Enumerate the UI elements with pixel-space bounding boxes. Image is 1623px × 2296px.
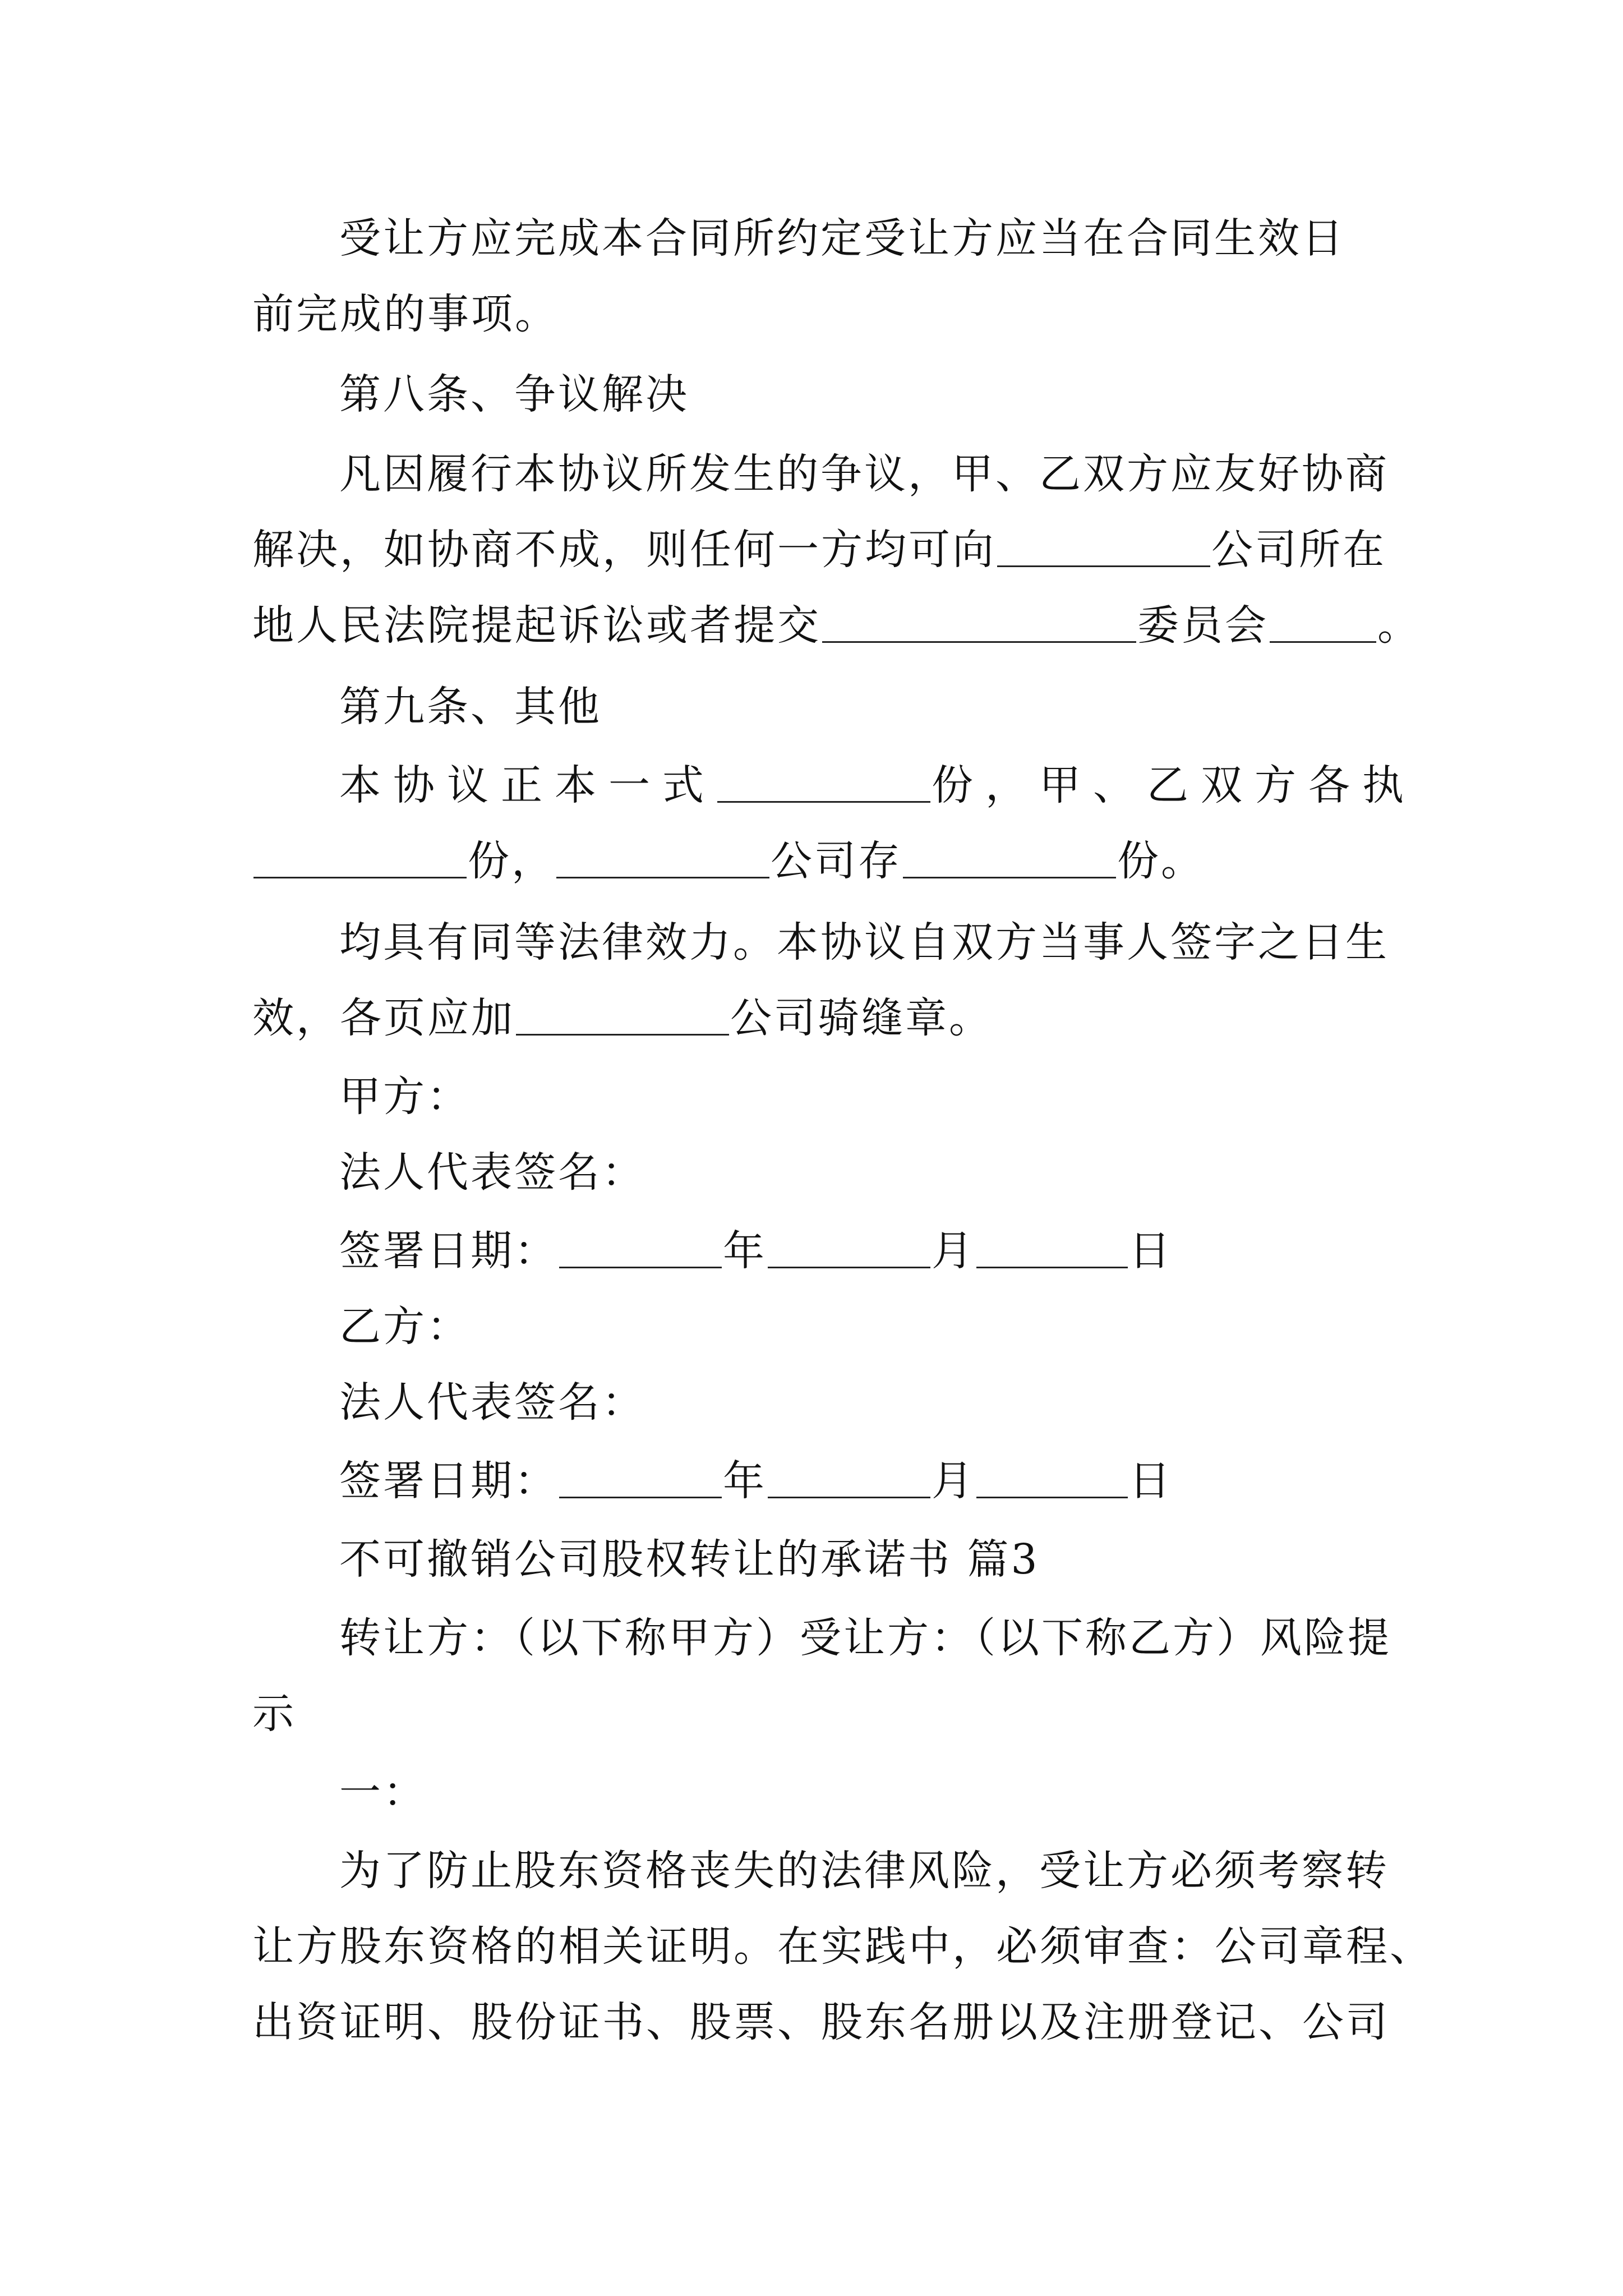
section-title: 不可撤销公司股权转让的承诺书 篇3 [339, 1535, 1040, 1584]
paragraph-line [252, 595, 1421, 656]
text-run: 签署日期： [339, 1227, 558, 1275]
fill-blank [516, 998, 729, 1036]
fill-blank [253, 841, 467, 878]
text-run: 月 [932, 1457, 975, 1505]
text-run: 月 [932, 1227, 975, 1275]
text-run: 公司存 [771, 837, 902, 885]
text-run: 份， [468, 837, 555, 885]
party-b-label: 乙方： [339, 1303, 471, 1351]
fill-blank [997, 530, 1210, 567]
text-run: 本协议正本一式 [339, 761, 716, 809]
fill-blank [717, 765, 930, 803]
paragraph-line [252, 519, 1385, 581]
paragraph-line: 转让方：（以下称甲方）受让方：（以下称乙方）风险提 [339, 1614, 1391, 1662]
sign-date-line [339, 1450, 1385, 1512]
text-run: 份，甲、乙双方各执 [932, 761, 1416, 809]
section-heading-9: 第九条、其他 [339, 683, 602, 731]
fill-blank [976, 1231, 1128, 1268]
text-run: 日 [1129, 1227, 1173, 1275]
text-run: 效，各页应加 [252, 994, 515, 1042]
fill-blank [559, 1231, 722, 1268]
paragraph-line: 让方股东资格的相关证明。在实践中，必须审查：公司章程、 [252, 1922, 1433, 1971]
paragraph-line [339, 754, 1416, 816]
text-run: 签署日期： [339, 1457, 558, 1505]
sign-date-line [339, 1220, 1385, 1282]
fill-blank [1270, 605, 1376, 643]
section-heading-8: 第八条、争议解决 [339, 370, 689, 418]
fill-blank [822, 605, 1136, 643]
text-run: 解决，如协商不成，则任何一方均可向 [252, 526, 996, 574]
text-run: 年 [723, 1227, 767, 1275]
fill-blank [556, 841, 769, 878]
text-run: 份。 [1117, 837, 1205, 885]
text-run: 日 [1129, 1457, 1173, 1505]
fill-blank [903, 841, 1116, 878]
text-run: 年 [723, 1457, 767, 1505]
fill-blank [559, 1461, 722, 1498]
item-number: 一： [339, 1768, 427, 1816]
party-a-label: 甲方： [339, 1073, 471, 1121]
text-run: 公司所在 [1211, 526, 1386, 574]
fill-blank [976, 1461, 1128, 1498]
paragraph-line [252, 830, 1385, 892]
fill-blank [768, 1461, 930, 1498]
paragraph-line: 示 [252, 1690, 296, 1738]
text-run: 地人民法院提起诉讼或者提交 [252, 601, 821, 650]
text-run: 委员会 [1137, 601, 1269, 650]
paragraph-line [252, 987, 1385, 1049]
text-run: 公司骑缝章。 [730, 994, 993, 1042]
paragraph-line: 为了防止股东资格丧失的法律风险，受让方必须考察转 [339, 1847, 1389, 1895]
paragraph-line: 凡因履行本协议所发生的争议，甲、乙双方应友好协商 [339, 450, 1389, 498]
fill-blank [768, 1231, 930, 1268]
text-run: 。 [1377, 601, 1421, 650]
paragraph-line: 出资证明、股份证书、股票、股东名册以及注册登记、公司 [252, 1998, 1390, 2046]
signature-label: 法人代表签名： [339, 1148, 645, 1197]
signature-label: 法人代表签名： [339, 1378, 645, 1427]
paragraph-line: 受让方应完成本合同所约定受让方应当在合同生效日 [339, 214, 1345, 263]
paragraph-line: 均具有同等法律效力。本协议自双方当事人签字之日生 [339, 918, 1389, 967]
paragraph-line: 前完成的事项。 [252, 290, 559, 338]
